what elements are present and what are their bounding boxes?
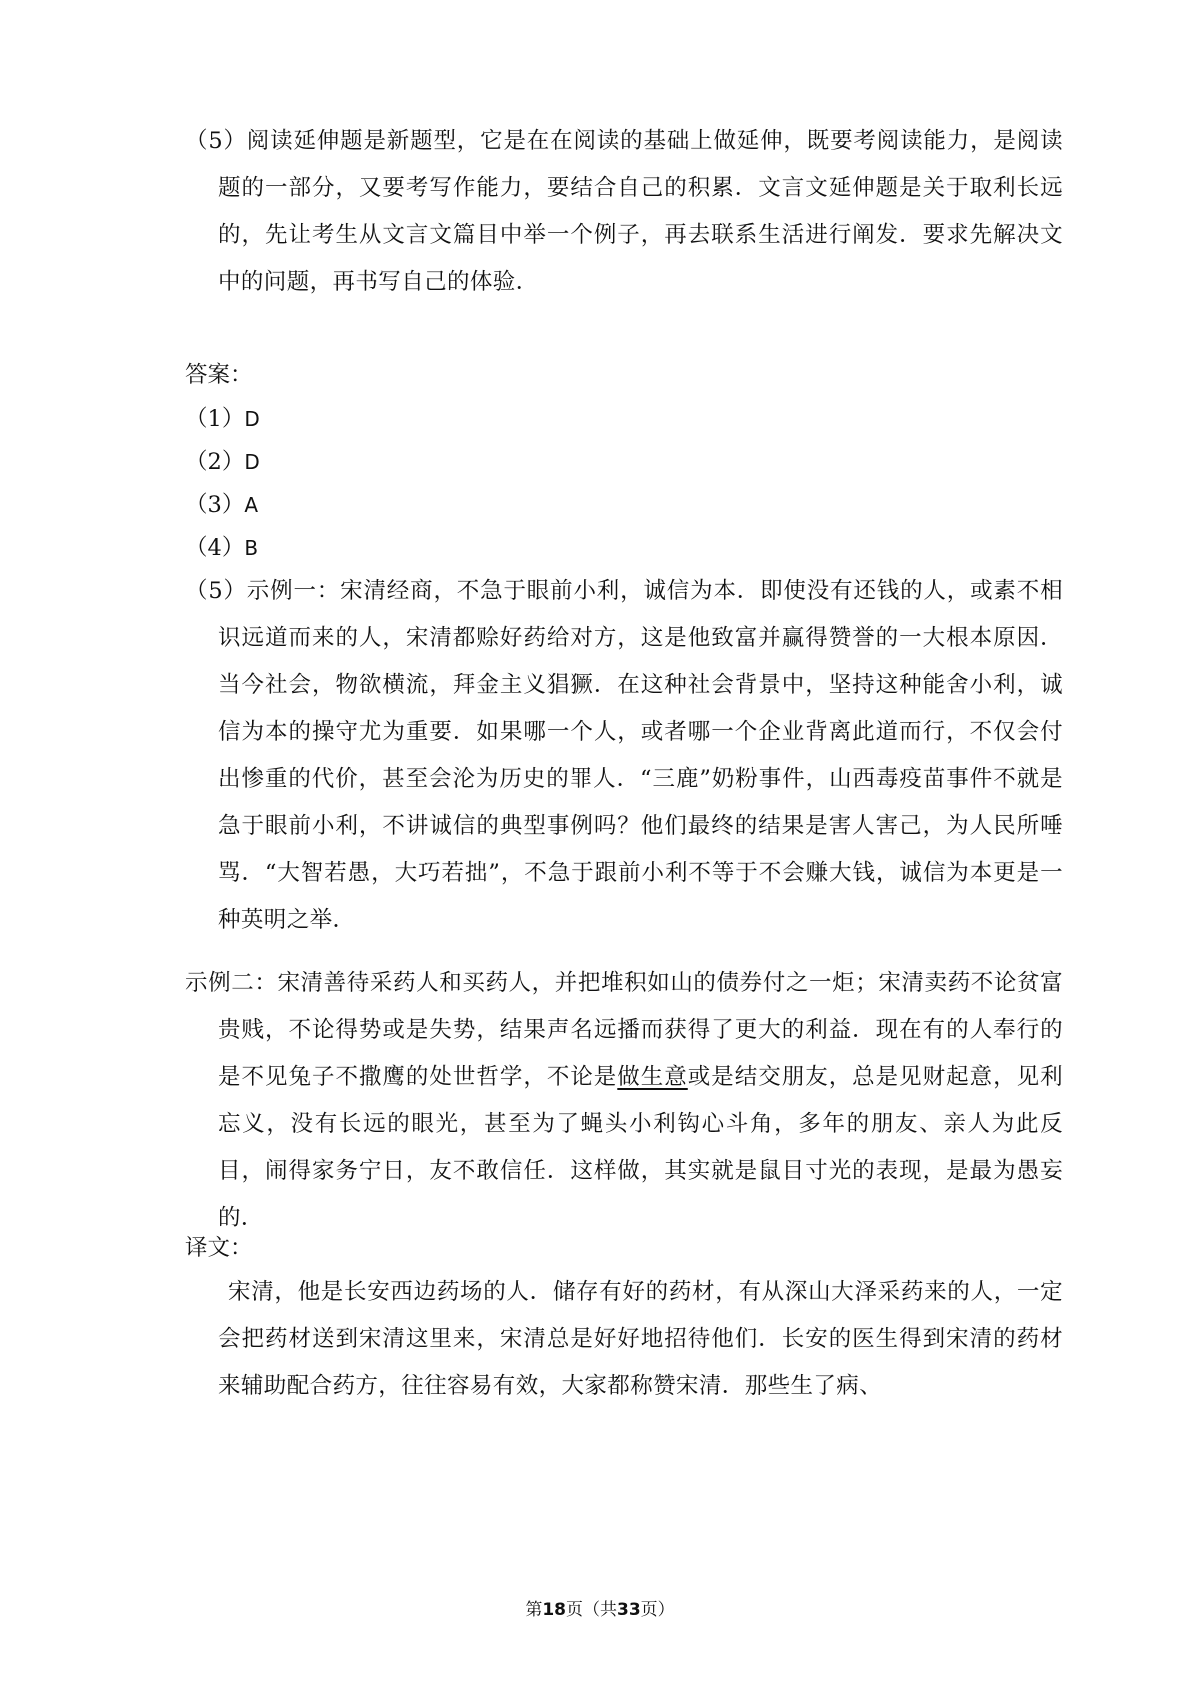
answer-number: （1） — [185, 406, 245, 432]
footer-page-number: 18 — [542, 1600, 566, 1620]
example-2-text-after: 或是结交朋友，总是见财起意，见利忘义，没有长远的眼光，甚至为了蝇头小利钩心斗角，多年的朋友、亲人为此反目，闹得家务宁日，友不敢信任．这样做，其实就是鼠目寸光的表现，是最为愚妄的． — [218, 1064, 1063, 1231]
translation-text: 宋清，他是长安西边药场的人．储存有好的药材，有从深山大泽采药来的人，一定会把药材送到宋清这里来，宋清总是好好地招待他们．长安的医生得到宋清的药材来辅助配合药方，往往容易有效，大家都称赞宋清．那些生了病、 — [218, 1279, 1063, 1399]
answer-item-2 — [185, 439, 260, 486]
answer-number: （4） — [185, 535, 245, 561]
footer-total-pages: 33 — [617, 1600, 641, 1620]
answer-number: （3） — [185, 492, 245, 518]
answer-value: D — [244, 450, 260, 474]
underlined-phrase: 做生意 — [617, 1064, 688, 1090]
translation-heading: 译文： — [185, 1235, 253, 1261]
answer-number: （2） — [185, 449, 245, 475]
answer-item-4 — [185, 525, 258, 572]
footer-prefix: 第 — [525, 1600, 543, 1620]
q5-explanation: （5）阅读延伸题是新题型，它是在在阅读的基础上做延伸，既要考阅读能力，是阅读题的一部分，又要考写作能力，要结合自己的积累．文言文延伸题是关于取利长远的，先让考生从文言文篇目中举一个例子，再去联系生活进行阐发．要求先解决文中的问题，再书写自己的体验． — [185, 128, 1063, 295]
footer-middle: 页（共 — [566, 1600, 617, 1620]
answer-item-1 — [185, 396, 260, 443]
footer-suffix: 页） — [640, 1600, 675, 1620]
example-2-text-before: 示例二：宋清善待采药人和买药人，并把堆积如山的债券付之一炬；宋清卖药不论贫富贵贱，不论得势或是失势，结果声名远播而获得了更大的利益．现在有的人奉行的是不见兔子不撒鹰的处世哲学，不论是 — [185, 970, 1063, 1090]
answer-value: D — [244, 407, 260, 431]
answer-example-2 — [185, 960, 1063, 1242]
answer-example-1: （5）示例一：宋清经商，不急于眼前小利，诚信为本．即使没有还钱的人，或素不相识远道而来的人，宋清都赊好药给对方，这是他致富并赢得赞誉的一大根本原因．当今社会，物欲横流，拜金主义猖獗．在这种社会背景中，坚持这种能舍小利，诚信为本的操守尤为重要．如果哪一个人，或者哪一个企业背离此道而行，不仅会付出惨重的代价，甚至会沦为历史的罪人．“三鹿”奶粉事件，山西毒疫苗事件不就是急于眼前小利，不讲诚信的典型事例吗？他们最终的结果是害人害己，为人民所唾骂．“大智若愚，大巧若拙”，不急于跟前小利不等于不会赚大钱，诚信为本更是一种英明之举． — [185, 578, 1063, 933]
answer-value: B — [244, 536, 259, 560]
page-footer — [0, 1598, 1200, 1622]
answers-heading: 答案： — [185, 362, 253, 388]
answer-value: A — [244, 493, 259, 517]
answer-item-3 — [185, 482, 258, 529]
